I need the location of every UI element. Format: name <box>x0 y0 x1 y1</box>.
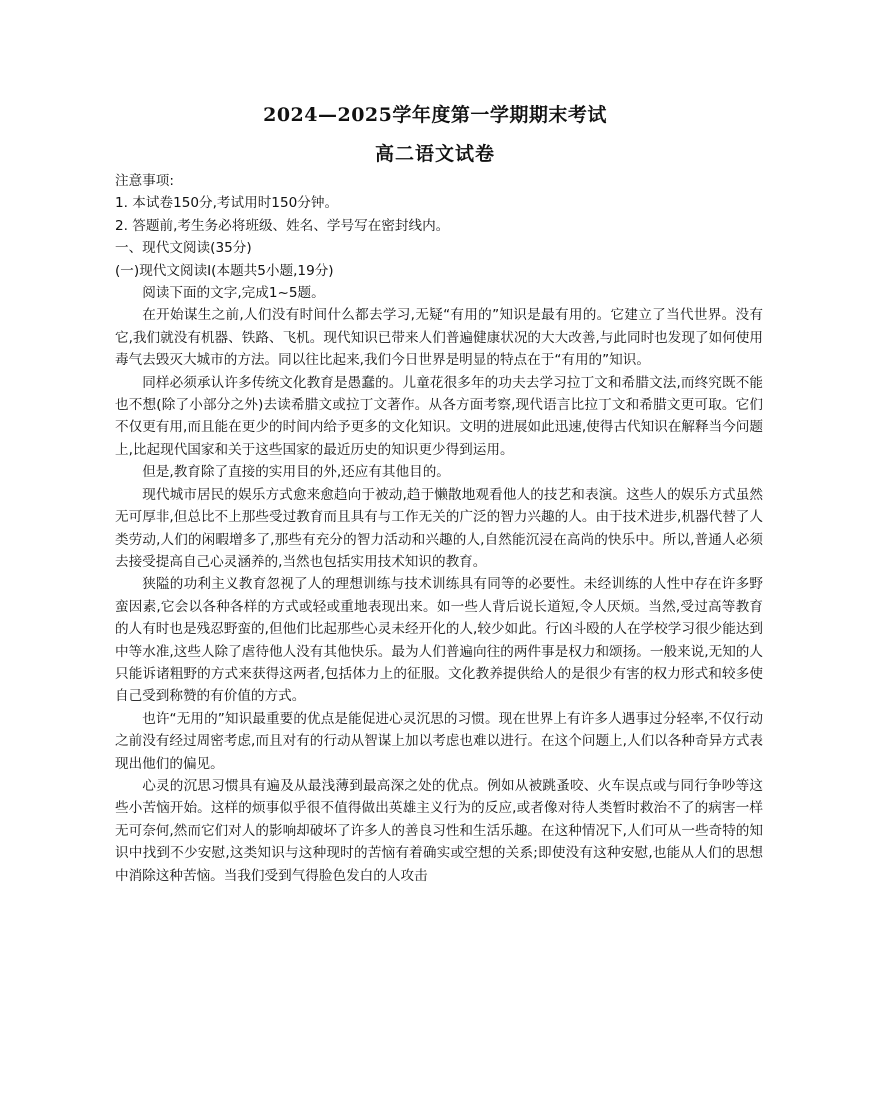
passage-paragraph-5: 狭隘的功利主义教育忽视了人的理想训练与技术训练具有同等的必要性。未经训练的人性中存在许多野蛮因素,它会以各种各样的方式或轻或重地表现出来。如一些人背后说长道短,令人厌烦。当然,受过高等教育的人有时也是残忍野蛮的,但他们比起那些心灵未经开化的人,较少如此。行凶斗殴的人在学校学习很少能达到中等水准,这些人除了虐待他人没有其他快乐。最为人们普遍向往的两件事是权力和颂扬。一般来说,无知的人只能诉诸粗野的方式来获得这两者,包括体力上的征服。文化教养提供给人的是很少有害的权力形式和较多使自己受到称赞的有价值的方式。 <box>115 576 763 705</box>
note-item-2: 2. 答题前,考生务必将班级、姓名、学号写在密封线内。 <box>115 217 450 234</box>
section-subtitle: (一)现代文阅读Ⅰ(本题共5小题,19分) <box>115 262 334 279</box>
passage-paragraph-6: 也许“无用的”知识最重要的优点是能促进心灵沉思的习惯。现在世界上有许多人遇事过分轻率,不仅行动之前没有经过周密考虑,而且对有的行动从智谋上加以考虑也难以进行。在这个问题上,人们以各种奇异方式表现出他们的偏见。 <box>115 710 763 772</box>
reading-instruction: 阅读下面的文字,完成1~5题。 <box>142 285 325 302</box>
passage-paragraph-3: 但是,教育除了直接的实用目的外,还应有其他目的。 <box>142 464 450 481</box>
passage-paragraph-7: 心灵的沉思习惯具有遍及从最浅薄到最高深之处的优点。例如从被跳蚤咬、火车误点或与同行争吵等这些小苦恼开始。这样的烦事似乎很不值得做出英雄主义行为的反应,或者像对待人类暂时救治不了的病害一样无可奈何,然而它们对人的影响却破坏了许多人的善良习性和生活乐趣。在这种情况下,人们可从一些奇特的知识中找到不少安慰,这类知识与这种现时的苦恼有着确实或空想的关系;即使没有这种安慰,也能从人们的思想中消除这种苦恼。当我们受到气得脸色发白的人攻击 <box>115 777 763 884</box>
exam-subtitle: 高二语文试卷 <box>374 143 495 165</box>
note-item-1: 1. 本试卷150分,考试用时150分钟。 <box>115 195 339 212</box>
passage-paragraph-1: 在开始谋生之前,人们没有时间什么都去学习,无疑“有用的”知识是最有用的。它建立了当代世界。没有它,我们就没有机器、铁路、飞机。现代知识已带来人们普遍健康状况的大大改善,与此同时也发现了如何使用毒气去毁灭大城市的方法。同以往比起来,我们今日世界是明显的特点在于“有用的”知识。 <box>115 307 763 369</box>
passage-paragraph-2: 同样必须承认许多传统文化教育是愚蠢的。儿童花很多年的功夫去学习拉丁文和希腊文法,而终究既不能也不想(除了小部分之外)去读希腊文或拉丁文著作。从各方面考察,现代语言比拉丁文和希腊文更可取。它们不仅更有用,而且能在更少的时间内给予更多的文化知识。文明的进展如此迅速,使得古代知识在解释当今问题上,比起现代国家和关于这些国家的最近历史的知识更少得到运用。 <box>115 374 763 458</box>
passage-paragraph-4: 现代城市居民的娱乐方式愈来愈趋向于被动,趋于懒散地观看他人的技艺和表演。这些人的娱乐方式虽然无可厚非,但总比不上那些受过教育而且具有与工作无关的广泛的智力兴趣的人。由于技术进步,机器代替了人类劳动,人们的闲暇增多了,那些有充分的智力活动和兴趣的人,自然能沉浸在高尚的快乐中。所以,普通人必须去接受提高自己心灵涵养的,当然也包括实用技术知识的教育。 <box>115 486 763 570</box>
notes-heading: 注意事项: <box>115 173 174 189</box>
section-title: 一、现代文阅读(35分) <box>115 240 252 257</box>
exam-content <box>115 170 763 887</box>
exam-title: 2024—2025学年度第一学期期末考试 <box>263 104 607 126</box>
